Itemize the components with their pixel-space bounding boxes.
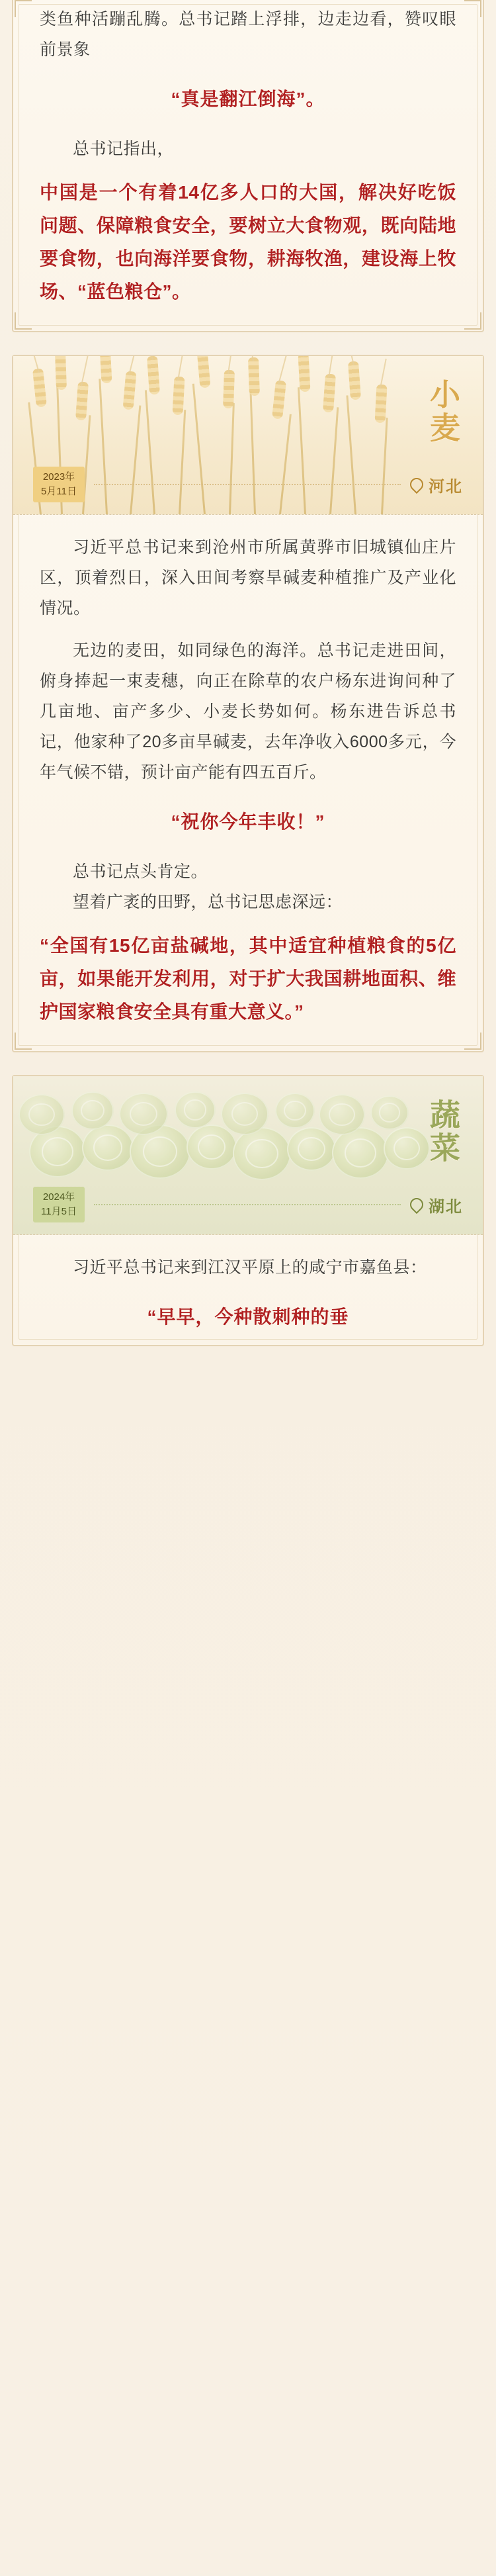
location-label-wheat: 河北 [429, 477, 463, 496]
section-title-vegetable: 蔬菜 [426, 1099, 460, 1165]
paragraph-wheat-after-quote: 总书记点头肯定。 [73, 862, 208, 881]
location-pin-icon [407, 1195, 426, 1214]
hero-wheat-illustration [13, 356, 483, 515]
hero-meta-wheat [13, 467, 483, 502]
paragraph-ocean-intro: 类鱼种活蹦乱腾。总书记踏上浮排，边走边看，赞叹眼前景象 [40, 10, 456, 59]
quote-vegetable-partial: “早早，今种散刺种的垂 [147, 1307, 349, 1327]
date-chip-vegetable [33, 1187, 85, 1222]
date-year-vegetable: 2024年 [42, 1191, 75, 1203]
card-ocean-section [12, 0, 484, 332]
card-wheat-section [12, 355, 484, 1052]
location-wheat [410, 473, 463, 496]
quote-ocean: “真是翻江倒海”。 [171, 89, 325, 109]
paragraph-wheat-2: 无边的麦田，如同绿色的海洋。总书记走进田间，俯身捧起一束麦穗，向正在除草的农户杨东进询问种了几亩地、亩产多少、小麦长势如何。杨东进告诉总书记，他家种了20多亩旱碱麦，去年净收入6000多元，今年气候不错，预计亩产能有四五百斤。 [40, 641, 456, 782]
hero-meta-vegetable [13, 1187, 483, 1222]
paragraph-wheat-lead2: 望着广袤的田野，总书记思虑深远： [73, 893, 343, 911]
date-day-vegetable: 11月5日 [41, 1206, 77, 1217]
dotted-divider [94, 484, 401, 485]
paragraph-lead-ocean: 总书记指出， [73, 140, 175, 158]
paragraph-vegetable-1: 习近平总书记来到江汉平原上的咸宁市嘉鱼县： [73, 1258, 427, 1277]
paragraph-wheat-1: 习近平总书记来到沧州市所属黄骅市旧城镇仙庄片区，顶着烈日，深入田间考察旱碱麦种植推广及产业化情况。 [40, 538, 456, 618]
location-label-vegetable: 湖北 [429, 1197, 463, 1216]
section-title-wheat: 小麦 [426, 379, 460, 445]
location-vegetable [410, 1193, 463, 1217]
location-pin-icon [407, 475, 426, 494]
date-year-wheat: 2023年 [42, 471, 75, 483]
date-day-wheat: 5月11日 [41, 486, 77, 497]
bigred-ocean-statement: 中国是一个有着14亿多人口的大国，解决好吃饭问题、保障粮食安全，要树立大食物观，既向陆地要食物，也向海洋要食物，耕海牧渔，建设海上牧场、“蓝色粮仓”。 [40, 182, 456, 302]
dotted-divider [94, 1204, 401, 1205]
quote-wheat-harvest: “祝你今年丰收！” [171, 811, 325, 832]
bigred-wheat-statement: “全国有15亿亩盐碱地，其中适宜种植粮食的5亿亩，如果能开发利用，对于扩大我国耕地面积、维护国家粮食安全具有重大意义。” [40, 935, 456, 1022]
hero-vegetable-illustration [13, 1076, 483, 1235]
card-vegetable-section [12, 1075, 484, 1346]
date-chip-wheat [33, 467, 85, 502]
